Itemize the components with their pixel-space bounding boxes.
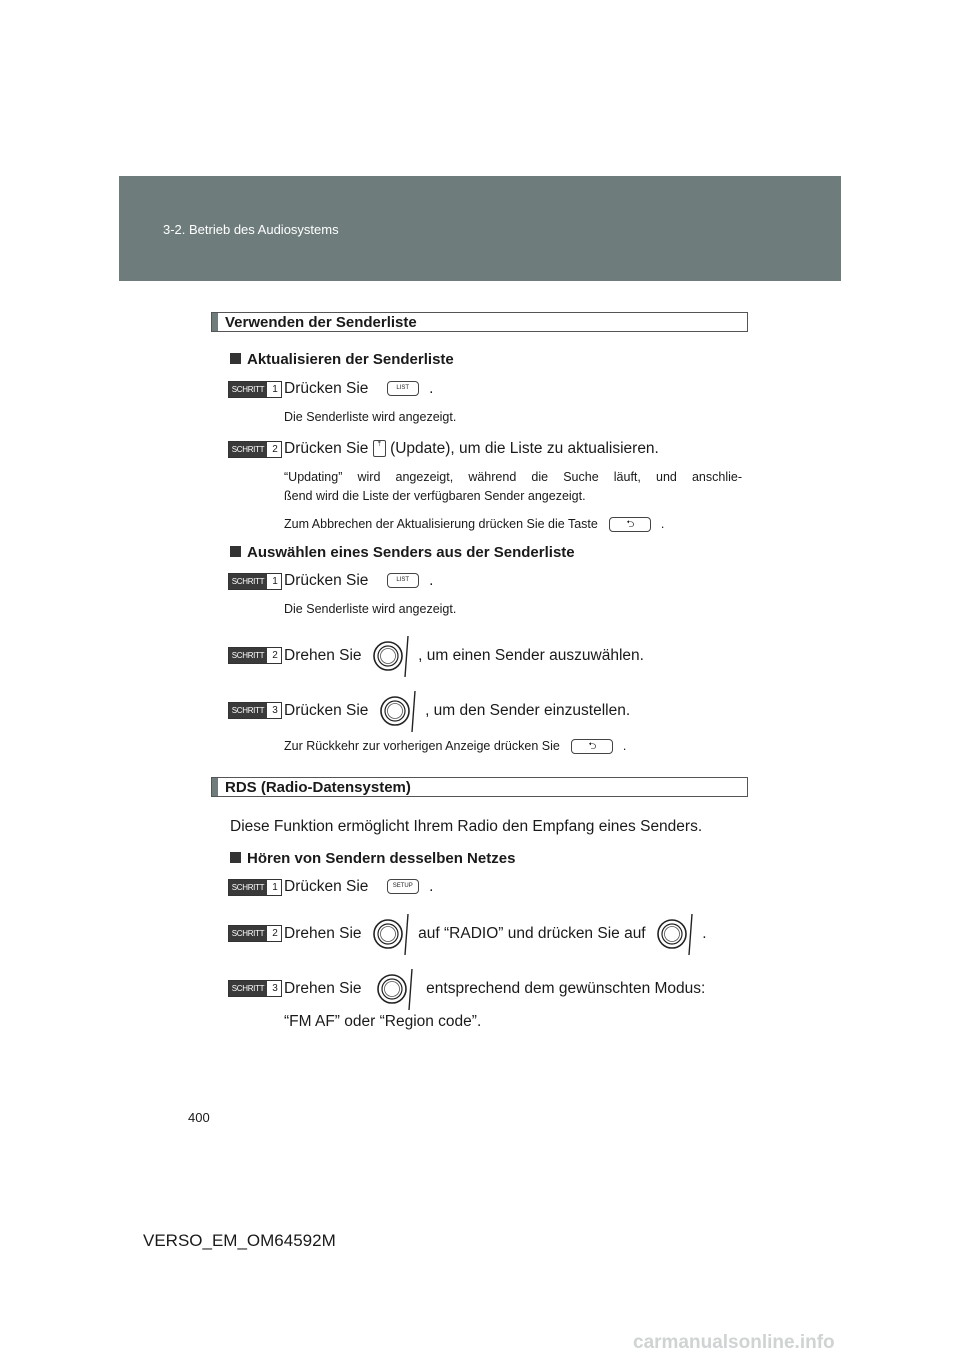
section-title: Verwenden der Senderliste bbox=[225, 314, 417, 331]
subsection-title: Aktualisieren der Senderliste bbox=[247, 351, 454, 368]
step-note: ßend wird die Liste der verfügbaren Sender angezeigt. bbox=[284, 489, 586, 503]
intro-text: Diese Funktion ermöglicht Ihrem Radio den Empfang eines Senders. bbox=[230, 818, 703, 835]
update-icon: ⤒ bbox=[373, 440, 386, 457]
step-text: Drücken Sie LIST . bbox=[284, 572, 434, 589]
subsection-heading bbox=[230, 544, 575, 561]
section-heading bbox=[211, 777, 748, 797]
subsection-title: Hören von Sendern desselben Netzes bbox=[247, 850, 516, 867]
document-code: VERSO_EM_OM64592M bbox=[143, 1231, 336, 1250]
page-number: 400 bbox=[188, 1110, 210, 1125]
step-text-continued: “FM AF” oder “Region code”. bbox=[284, 1013, 482, 1030]
chapter-header bbox=[119, 176, 841, 281]
return-button-icon: ⮌ bbox=[571, 739, 613, 754]
square-bullet-icon bbox=[230, 546, 241, 557]
step-text: Drehen Sie , um einen Sender auszuwählen. bbox=[284, 634, 644, 678]
list-button-icon: LIST bbox=[387, 573, 419, 588]
section-heading bbox=[211, 312, 748, 332]
square-bullet-icon bbox=[230, 353, 241, 364]
push-knob-icon bbox=[650, 912, 698, 956]
list-button-icon: LIST bbox=[387, 381, 419, 396]
step-text: Drücken Sie LIST . bbox=[284, 380, 434, 397]
step-text: Drehen Sie entsprechend dem gewünschten Modus: bbox=[284, 967, 705, 1011]
step-text: Drücken Sie ⤒ (Update), um die Liste zu aktualisieren. bbox=[284, 440, 659, 457]
step-text: Drücken Sie , um den Sender einzustellen. bbox=[284, 689, 630, 733]
setup-button-icon: SETUP bbox=[387, 879, 419, 894]
push-knob-icon bbox=[373, 689, 421, 733]
breadcrumb: 3-2. Betrieb des Audiosystems bbox=[163, 222, 339, 237]
section-accent bbox=[212, 313, 218, 331]
subsection-heading bbox=[230, 351, 454, 368]
tune-knob-icon bbox=[370, 967, 418, 1011]
tune-knob-icon bbox=[366, 634, 414, 678]
step-text: Drehen Sie auf “RADIO” und drücken Sie auf . bbox=[284, 912, 707, 956]
step-note: Die Senderliste wird angezeigt. bbox=[284, 410, 457, 424]
section-accent bbox=[212, 778, 218, 796]
section-title: RDS (Radio-Datensystem) bbox=[225, 779, 411, 796]
square-bullet-icon bbox=[230, 852, 241, 863]
return-button-icon: ⮌ bbox=[609, 517, 651, 532]
step-text: Drücken Sie SETUP . bbox=[284, 878, 434, 895]
tune-knob-icon bbox=[366, 912, 414, 956]
step-note: Zur Rückkehr zur vorherigen Anzeige drücken Sie ⮌ . bbox=[284, 739, 627, 753]
step-note: Zum Abbrechen der Aktualisierung drücken Sie die Taste ⮌ . bbox=[284, 517, 665, 531]
watermark: carmanualsonline.info bbox=[633, 1332, 835, 1353]
subsection-heading bbox=[230, 850, 515, 867]
step-note: “Updating” wird angezeigt, während die Suche läuft, und anschlie- bbox=[284, 470, 742, 484]
subsection-title: Auswählen eines Senders aus der Senderliste bbox=[247, 544, 575, 561]
step-note: Die Senderliste wird angezeigt. bbox=[284, 602, 457, 616]
